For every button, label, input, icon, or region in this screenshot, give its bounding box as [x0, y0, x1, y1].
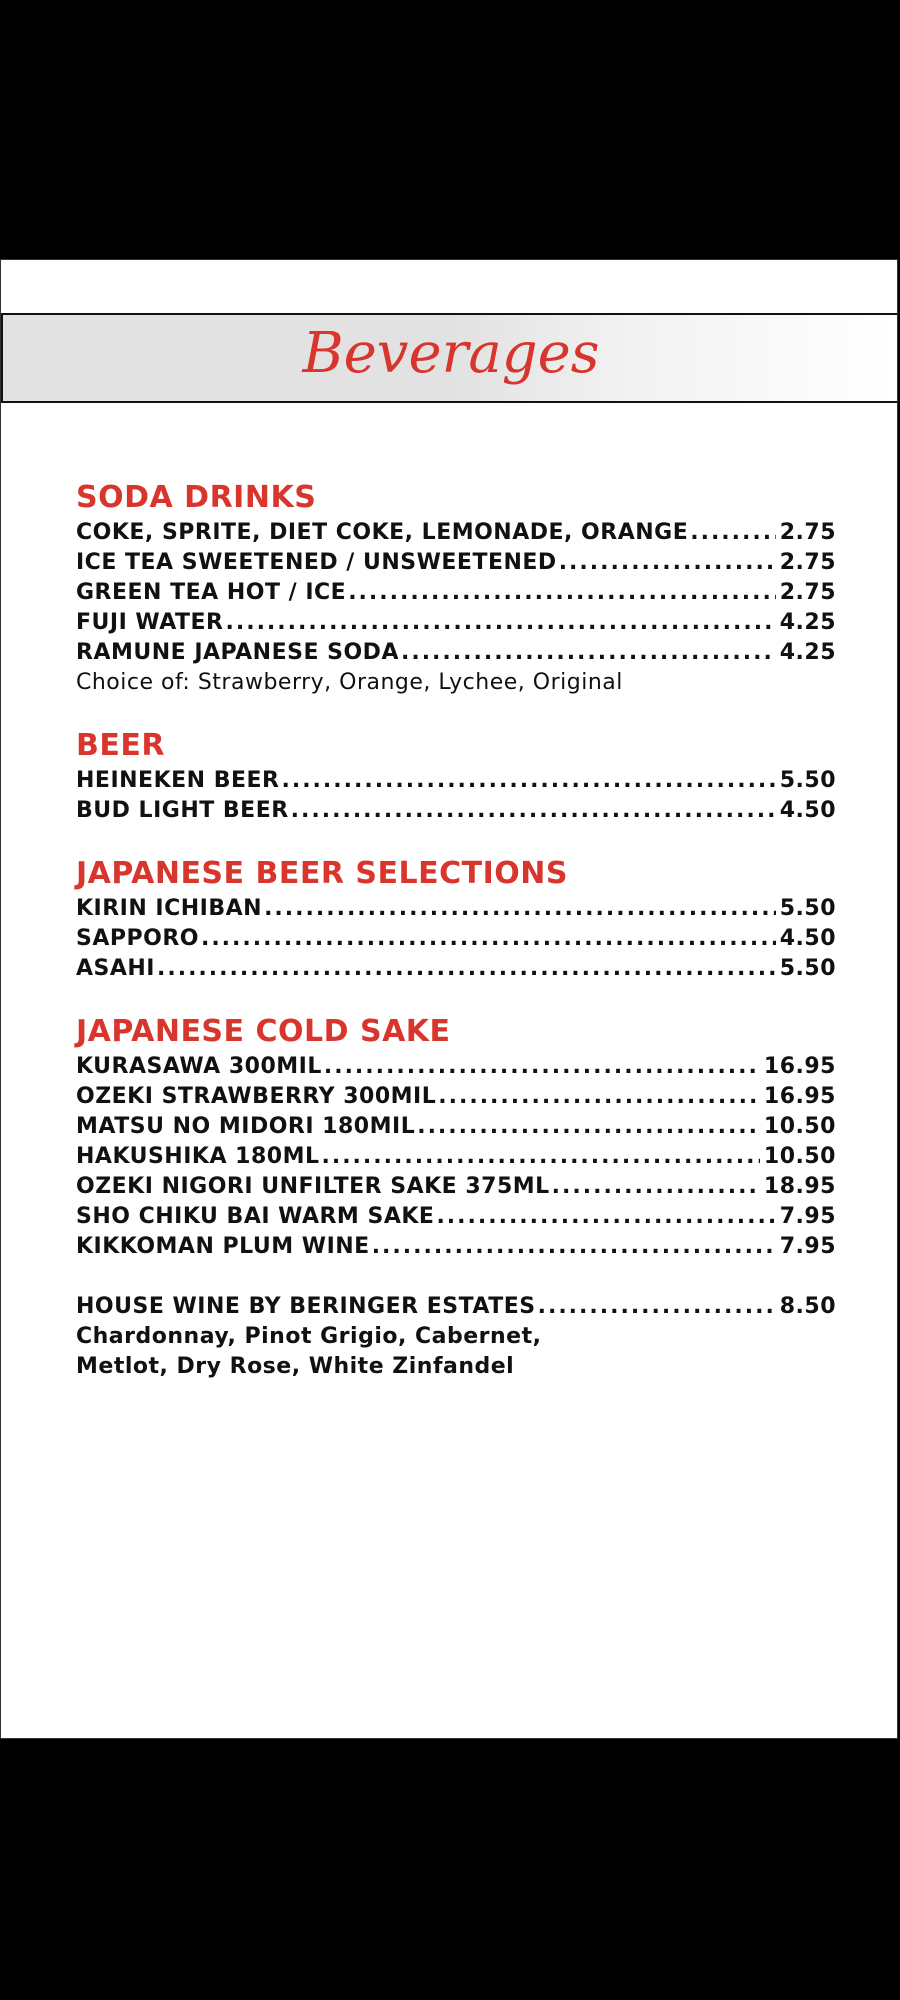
- section-title: SODA DRINKS: [76, 480, 317, 515]
- item-price: 4.25: [779, 610, 836, 635]
- item-name: OZEKI NIGORI UNFILTER SAKE 375ML: [76, 1174, 550, 1199]
- item-price: 7.95: [779, 1204, 836, 1229]
- item-name: ASAHI: [76, 956, 155, 981]
- item-name: ICE TEA SWEETENED / UNSWEETENED: [76, 550, 557, 575]
- item-price: 4.25: [779, 640, 836, 665]
- item-price: 8.50: [779, 1294, 836, 1319]
- item-price: 10.50: [763, 1114, 836, 1139]
- item-name: SAPPORO: [76, 926, 199, 951]
- item-price: 18.95: [763, 1174, 836, 1199]
- section-title: JAPANESE BEER SELECTIONS: [76, 856, 568, 891]
- dot-leader: [157, 954, 776, 984]
- menu-item: [76, 894, 836, 924]
- item-note: Metlot, Dry Rose, White Zinfandel: [76, 1354, 515, 1379]
- section-soda-drinks: [76, 480, 836, 698]
- menu-item: [76, 638, 836, 668]
- menu-item: [76, 578, 836, 608]
- item-price: 4.50: [779, 926, 836, 951]
- dot-leader: [538, 1292, 776, 1322]
- item-name: HOUSE WINE BY BERINGER ESTATES: [76, 1294, 536, 1319]
- item-price: 16.95: [763, 1084, 836, 1109]
- menu-content: [76, 480, 836, 1412]
- dot-leader: [438, 1082, 760, 1112]
- menu-item: [76, 608, 836, 638]
- dot-leader: [417, 1112, 760, 1142]
- section-title: JAPANESE COLD SAKE: [76, 1014, 451, 1049]
- item-name: KIKKOMAN PLUM WINE: [76, 1234, 370, 1259]
- item-name: KIRIN ICHIBAN: [76, 896, 263, 921]
- item-name: RAMUNE JAPANESE SODA: [76, 640, 399, 665]
- section-japanese-cold-sake: [76, 1014, 836, 1262]
- section-beer: [76, 728, 836, 826]
- dot-leader: [291, 796, 776, 826]
- menu-item: [76, 1142, 836, 1172]
- item-price: 2.75: [779, 550, 836, 575]
- item-price: 5.50: [779, 956, 836, 981]
- item-price: 2.75: [779, 580, 836, 605]
- menu-item: [76, 796, 836, 826]
- item-name: MATSU NO MIDORI 180MIL: [76, 1114, 416, 1139]
- item-name: HAKUSHIKA 180ML: [76, 1144, 320, 1169]
- menu-item: [76, 1232, 836, 1262]
- dot-leader: [401, 638, 776, 668]
- dot-leader: [321, 1142, 759, 1172]
- dot-leader: [324, 1052, 760, 1082]
- dot-leader: [559, 548, 776, 578]
- item-price: 4.50: [779, 798, 836, 823]
- item-name: FUJI WATER: [76, 610, 224, 635]
- menu-item: [76, 1202, 836, 1232]
- dot-leader: [281, 766, 775, 796]
- beverages-banner: [1, 313, 898, 403]
- menu-item: [76, 766, 836, 796]
- item-price: 5.50: [779, 896, 836, 921]
- item-price: 10.50: [763, 1144, 836, 1169]
- section-japanese-beer: [76, 856, 836, 984]
- menu-page: [0, 259, 898, 1739]
- menu-item: [76, 1052, 836, 1082]
- dot-leader: [436, 1202, 775, 1232]
- item-price: 2.75: [779, 520, 836, 545]
- item-note: Chardonnay, Pinot Grigio, Cabernet,: [76, 1324, 542, 1349]
- menu-item: [76, 1172, 836, 1202]
- item-name: COKE, SPRITE, DIET COKE, LEMONADE, ORANGE: [76, 520, 689, 545]
- dot-leader: [264, 894, 776, 924]
- dot-leader: [226, 608, 776, 638]
- menu-item: [76, 518, 836, 548]
- menu-item: [76, 1082, 836, 1112]
- item-name: HEINEKEN BEER: [76, 768, 280, 793]
- banner-title: Beverages: [302, 321, 600, 386]
- dot-leader: [372, 1232, 776, 1262]
- item-price: 5.50: [779, 768, 836, 793]
- dot-leader: [201, 924, 776, 954]
- item-name: BUD LIGHT BEER: [76, 798, 289, 823]
- dot-leader: [690, 518, 775, 548]
- item-name: GREEN TEA HOT / ICE: [76, 580, 347, 605]
- item-name: SHO CHIKU BAI WARM SAKE: [76, 1204, 435, 1229]
- dot-leader: [552, 1172, 760, 1202]
- item-name: OZEKI STRAWBERRY 300MIL: [76, 1084, 437, 1109]
- item-price: 7.95: [779, 1234, 836, 1259]
- item-price: 16.95: [763, 1054, 836, 1079]
- item-name: KURASAWA 300MIL: [76, 1054, 322, 1079]
- menu-item: [76, 1112, 836, 1142]
- section-house-wine: [76, 1292, 836, 1382]
- menu-item: [76, 1292, 836, 1322]
- section-title: BEER: [76, 728, 165, 763]
- menu-item: [76, 954, 836, 984]
- menu-item: [76, 548, 836, 578]
- menu-item: [76, 924, 836, 954]
- item-note: Choice of: Strawberry, Orange, Lychee, Original: [76, 670, 623, 695]
- dot-leader: [348, 578, 776, 608]
